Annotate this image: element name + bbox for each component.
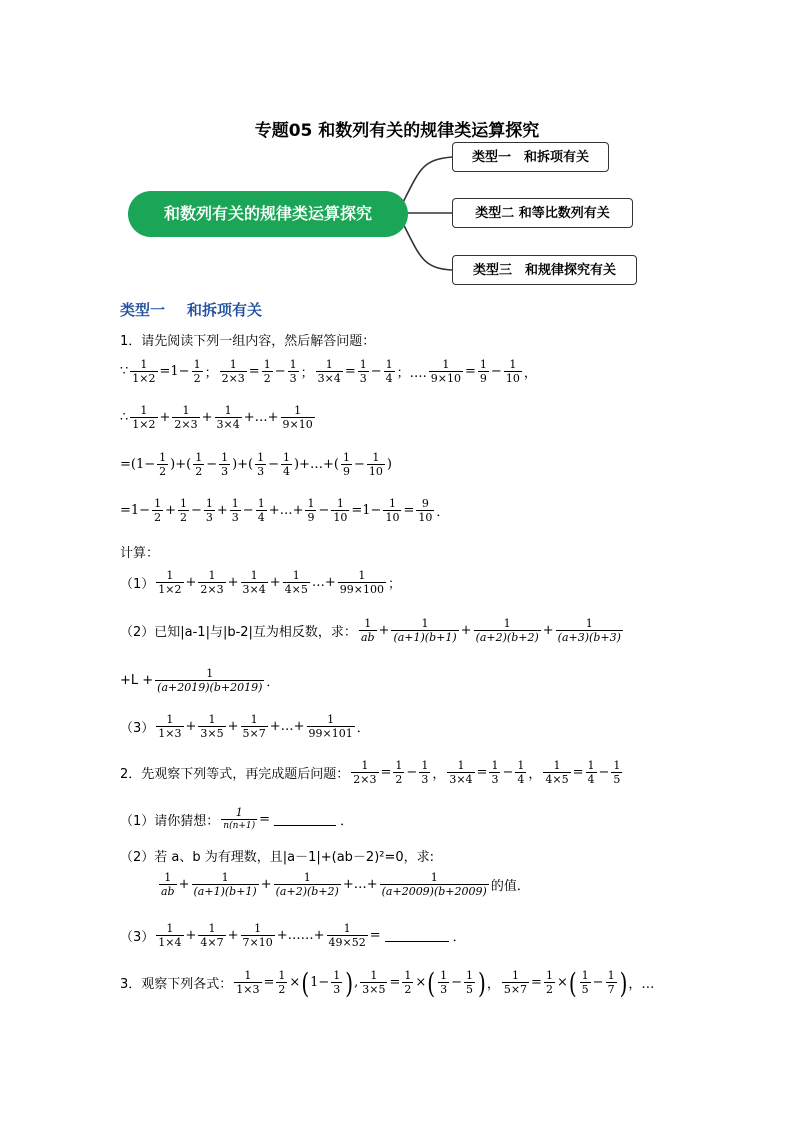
q2-part2: （2）若 a、b 为有理数，且|a－1|+(ab－2)²=0，求: [120,850,435,865]
q1-part2-label: （2）已知|a-1|与|b-2|互为相反数，求： [120,625,357,640]
mindmap-node-type2: 类型二 和等比数列有关 [452,198,633,228]
q1-part3: （3） $\frac{1}{1\times 3}$ + $\frac{1}{3\times 5}$ + $\frac{1}{5\times 7}$ +…+ $\frac{1}{99\times 101}$ ． [120,713,370,740]
q2-intro-text: 2．先观察下列等式，再完成题后问题： [120,767,350,782]
q1-intro: 1．请先阅读下列一组内容，然后解答问题： [120,334,376,349]
q2-part3-label: （3） [120,930,155,945]
answer-blank-2[interactable] [385,929,449,942]
q1-calc: 计算： [120,546,160,561]
section-heading [120,299,262,320]
q1-part1: （1） $\frac{1}{1\times 2}$ + $\frac{1}{2\times 3}$ + $\frac{1}{3\times 4}$ + $\frac{1}{4\times 5}$ …+ $\frac{1}{99\times 100}$ ； [120,569,402,596]
q2-part3: （3） $\frac{1}{1\times 4}$ + $\frac{1}{4\times 7}$ + $\frac{1}{7\times 10}$ +……+ $\frac{1}{49\times 52}$ = ． [120,922,466,949]
q1-example-line: ∵ $\frac{1}{1\times 2}$ =1− $\frac{1}{2}$ ； $\frac{1}{2\times 3}$ = $\frac{1}{2}$ − $\frac{1}{3}$ ； $\frac{1}{3\times 4}$ = $\frac{1}{3}$ − $\frac{1}{4}$ ；…. $\frac{1}{9\times 10}$ = $\frac{1}{9}$ − $\frac{1}{10}$ ， [120,358,537,385]
q1-part2-cont-label: +L + [120,673,154,688]
q1-result-line: =1− $\frac{1}{2}$ + $\frac{1}{2}$ − $\frac{1}{3}$ + $\frac{1}{3}$ − $\frac{1}{4}$ +…+ $\frac{1}{9}$ − $\frac{1}{10}$ =1− $\frac{1}{10}$ = $\frac{9}{10}$ ． [120,497,450,524]
page-title: 专题05 和数列有关的规律类运算探究 [254,121,540,141]
mindmap-node-type3: 类型三 和规律探究有关 [452,255,637,285]
q3-intro: 3．观察下列各式： $\frac{1}{1\times 3}$ = $\frac{1}{2}$ × ( 1− $\frac{1}{3}$ ) , $\frac{1}{3\times 5}$ = $\frac{1}{2}$ × ( $\frac{1}{3}$ − $\frac{1}{5}$ ) ， $\frac{1}{5\times 7}$ = $\frac{1}{2}$ × ( $\frac{1}{5}$ − $\frac{1}{7}$ ) ，… [120,965,655,1000]
q1-part2-cont: +L + $\frac{1}{(a+2019)(b+2019)}$ ． [120,667,280,694]
q1-part1-label: （1） [120,577,155,592]
mindmap-root: 和数列有关的规律类运算探究 [128,191,408,237]
q2-part1-label: （1）请你猜想： [120,814,220,829]
section-text: 和拆项有关 [187,301,263,319]
q1-expand-line: =(1− $\frac{1}{2}$ )+( $\frac{1}{2}$ − $\frac{1}{3}$ )+( $\frac{1}{3}$ − $\frac{1}{4}$ )+…+( $\frac{1}{9}$ − $\frac{1}{10}$ ) [120,451,392,478]
q2-part2-expr: $\frac{1}{ab}$ + $\frac{1}{(a+1)(b+1)}$ + $\frac{1}{(a+2)(b+2)}$ +…+ $\frac{1}{(a+2009)(b+2009)}$ 的值． [161,871,530,898]
section-label: 类型一 [120,301,166,319]
q1-part3-label: （3） [120,721,155,736]
q1-sum-line: ∴ $\frac{1}{1\times 2}$ + $\frac{1}{2\times 3}$ + $\frac{1}{3\times 4}$ +…+ $\frac{1}{9\times 10}$ [120,404,313,431]
q2-intro: 2．先观察下列等式，再完成题后问题： $\frac{1}{2\times 3}$ = $\frac{1}{2}$ − $\frac{1}{3}$ ， $\frac{1}{3\times 4}$ = $\frac{1}{3}$ − $\frac{1}{4}$ ， $\frac{1}{4\times 5}$ = $\frac{1}{4}$ − $\frac{1}{5}$ [120,759,621,786]
mindmap-node-type1: 类型一 和拆项有关 [452,142,609,172]
mindmap-connectors [0,0,794,320]
answer-blank[interactable] [274,813,336,826]
q2-part2-tail: 的值． [490,879,530,894]
q3-intro-text: 3．观察下列各式： [120,977,233,992]
q2-part1: （1）请你猜想： $\frac{1}{n(n+1)}$ = ． [120,806,354,831]
q1-part2: （2）已知|a-1|与|b-2|互为相反数，求： $\frac{1}{ab}$ + $\frac{1}{(a+1)(b+1)}$ + $\frac{1}{(a+2)(b+2)}$ + $\frac{1}{(a+3)(b+3)}$ [120,617,621,644]
